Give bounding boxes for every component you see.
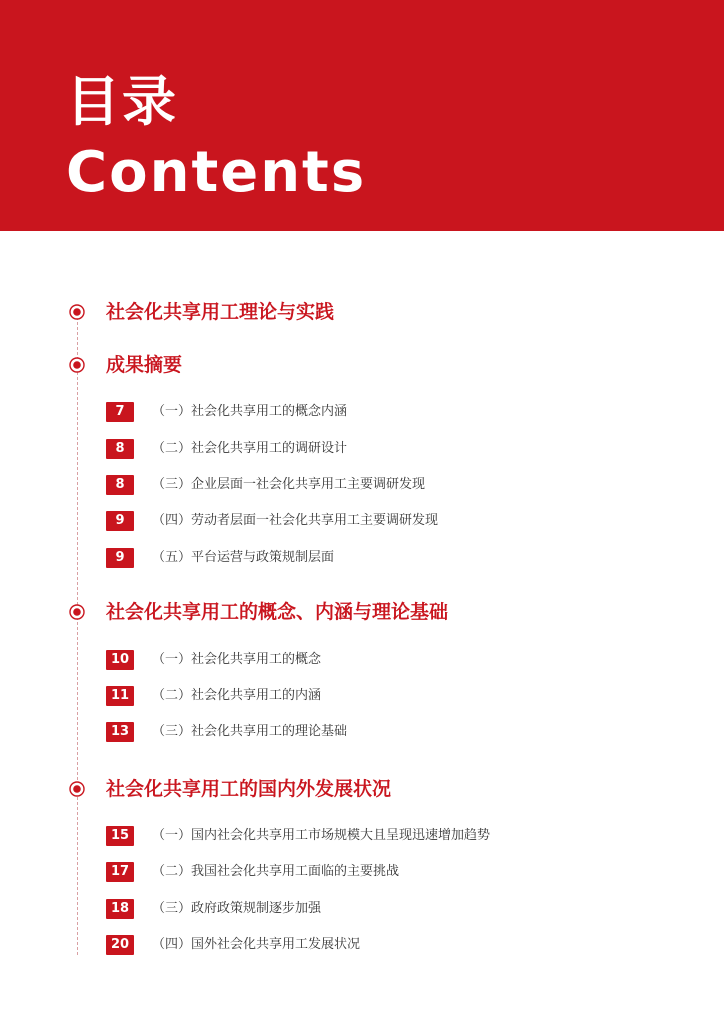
toc-item-text: （三）社会化共享用工的理论基础 [152, 724, 348, 739]
toc-item-text: （一）社会化共享用工的概念内涵 [152, 404, 348, 419]
bullet-target-icon [69, 604, 85, 620]
bullet-target-icon [69, 357, 85, 373]
timeline-line [77, 312, 78, 955]
header-banner [0, 0, 724, 231]
page-number-badge: 20 [106, 935, 134, 955]
toc-item-text: （二）我国社会化共享用工面临的主要挑战 [152, 864, 400, 879]
section-title: 社会化共享用工的概念、内涵与理论基础 [106, 601, 449, 623]
page-number-badge: 11 [106, 686, 134, 706]
bullet-target-icon [69, 781, 85, 797]
page-number-badge: 18 [106, 899, 134, 919]
page-number-badge: 10 [106, 650, 134, 670]
page-number-badge: 8 [106, 439, 134, 459]
section-title: 社会化共享用工理论与实践 [106, 301, 335, 323]
page-number-badge: 9 [106, 511, 134, 531]
toc-item-text: （一）国内社会化共享用工市场规模大且呈现迅速增加趋势 [152, 828, 491, 843]
toc-item-text: （四）国外社会化共享用工发展状况 [152, 937, 361, 952]
section-title: 社会化共享用工的国内外发展状况 [106, 778, 392, 800]
toc-item-text: （五）平台运营与政策规制层面 [152, 550, 335, 565]
toc-item-text: （二）社会化共享用工的内涵 [152, 688, 322, 703]
toc-item-text: （四）劳动者层面一社会化共享用工主要调研发现 [152, 513, 439, 528]
toc-item-text: （一）社会化共享用工的概念 [152, 652, 322, 667]
page-title-cn: 目录 [66, 70, 178, 133]
toc-item-text: （三）企业层面一社会化共享用工主要调研发现 [152, 477, 426, 492]
toc-item-text: （三）政府政策规制逐步加强 [152, 901, 322, 916]
toc-item-text: （二）社会化共享用工的调研设计 [152, 441, 348, 456]
page-number-badge: 7 [106, 402, 134, 422]
page-number-badge: 8 [106, 475, 134, 495]
page-title-en: Contents [66, 140, 367, 205]
page-number-badge: 13 [106, 722, 134, 742]
page-number-badge: 17 [106, 862, 134, 882]
section-title: 成果摘要 [106, 354, 183, 376]
page-number-badge: 15 [106, 826, 134, 846]
bullet-target-icon [69, 304, 85, 320]
page-number-badge: 9 [106, 548, 134, 568]
